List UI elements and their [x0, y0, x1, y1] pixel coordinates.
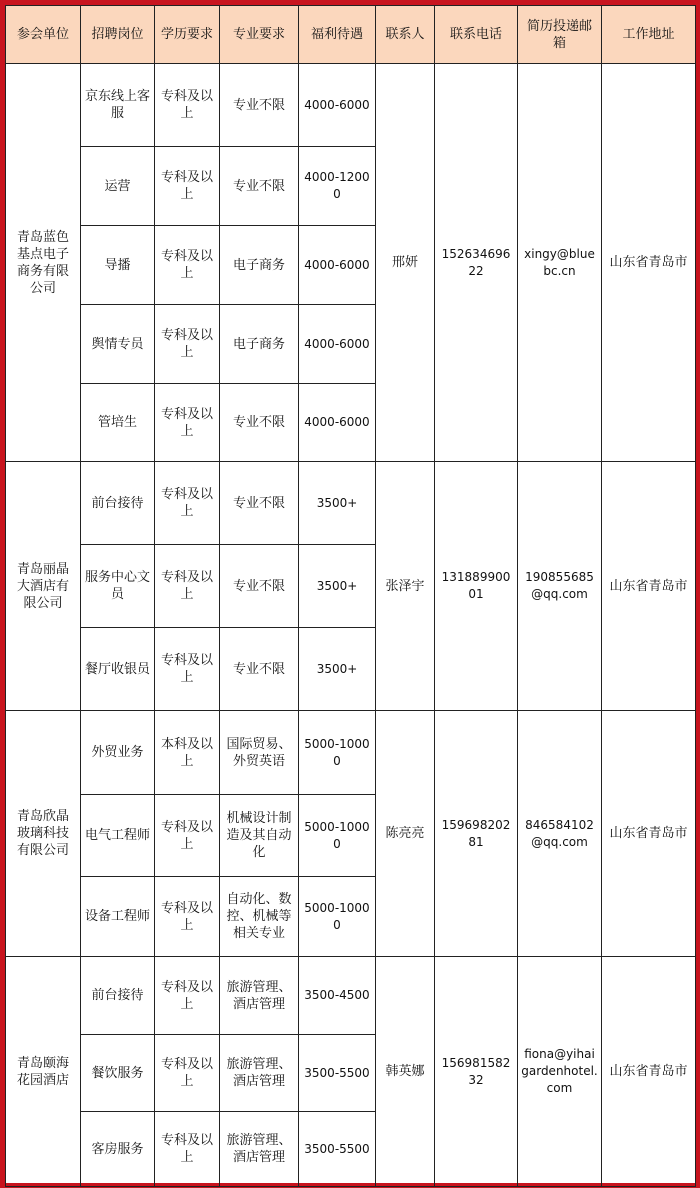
job-salary: 4000-6000: [299, 64, 376, 147]
job-major: 旅游管理、酒店管理: [220, 957, 299, 1035]
job-education: 专科及以上: [155, 957, 220, 1035]
contact-person: 陈亮亮: [376, 711, 435, 957]
job-position: 前台接待: [81, 462, 155, 545]
job-salary: 4000-6000: [299, 226, 376, 305]
job-education: 专科及以上: [155, 795, 220, 877]
work-address: 山东省青岛市: [602, 957, 696, 1187]
job-salary: 4000-6000: [299, 384, 376, 462]
job-salary: 3500+: [299, 628, 376, 711]
job-education: 专科及以上: [155, 628, 220, 711]
company-name: 青岛颐海花园酒店: [6, 957, 81, 1187]
job-major: 国际贸易、外贸英语: [220, 711, 299, 795]
header-row: [6, 6, 696, 64]
contact-person: 邢妍: [376, 64, 435, 462]
job-education: 专科及以上: [155, 462, 220, 545]
job-position: 运营: [81, 147, 155, 226]
work-address: 山东省青岛市: [602, 462, 696, 711]
job-position: 前台接待: [81, 957, 155, 1035]
job-major: 专业不限: [220, 147, 299, 226]
job-education: 专科及以上: [155, 64, 220, 147]
job-major: 旅游管理、酒店管理: [220, 1035, 299, 1112]
contact-email: fiona@yihaigardenhotel.com: [518, 957, 602, 1187]
job-salary: 3500-5500: [299, 1035, 376, 1112]
job-position: 导播: [81, 226, 155, 305]
job-salary: 3500-4500: [299, 957, 376, 1035]
header-company: 参会单位: [6, 6, 81, 64]
job-position: 舆情专员: [81, 305, 155, 384]
job-salary: 4000-6000: [299, 305, 376, 384]
job-salary: 4000-12000: [299, 147, 376, 226]
table-row: [6, 462, 696, 545]
job-education: 本科及以上: [155, 711, 220, 795]
job-salary: 5000-10000: [299, 795, 376, 877]
job-position: 管培生: [81, 384, 155, 462]
recruitment-sheet: [5, 5, 695, 1183]
header-position: 招聘岗位: [81, 6, 155, 64]
job-position: 餐饮服务: [81, 1035, 155, 1112]
work-address: 山东省青岛市: [602, 711, 696, 957]
job-education: 专科及以上: [155, 1035, 220, 1112]
contact-phone: 15969820281: [435, 711, 518, 957]
recruitment-table: [5, 5, 696, 1187]
header-address: 工作地址: [602, 6, 696, 64]
job-salary: 3500+: [299, 545, 376, 628]
contact-email: 190855685@qq.com: [518, 462, 602, 711]
header-contact: 联系人: [376, 6, 435, 64]
contact-email: 846584102@qq.com: [518, 711, 602, 957]
job-salary: 3500-5500: [299, 1112, 376, 1187]
header-salary: 福利待遇: [299, 6, 376, 64]
contact-phone: 15263469622: [435, 64, 518, 462]
contact-phone: 15698158232: [435, 957, 518, 1187]
job-position: 京东线上客服: [81, 64, 155, 147]
header-phone: 联系电话: [435, 6, 518, 64]
job-salary: 5000-10000: [299, 711, 376, 795]
job-salary: 5000-10000: [299, 877, 376, 957]
job-position: 客房服务: [81, 1112, 155, 1187]
job-position: 设备工程师: [81, 877, 155, 957]
company-name: 青岛蓝色基点电子商务有限公司: [6, 64, 81, 462]
job-education: 专科及以上: [155, 877, 220, 957]
contact-person: 张泽宇: [376, 462, 435, 711]
job-education: 专科及以上: [155, 147, 220, 226]
job-major: 专业不限: [220, 628, 299, 711]
job-position: 外贸业务: [81, 711, 155, 795]
company-name: 青岛丽晶大酒店有限公司: [6, 462, 81, 711]
job-major: 专业不限: [220, 462, 299, 545]
contact-person: 韩英娜: [376, 957, 435, 1187]
job-salary: 3500+: [299, 462, 376, 545]
header-major: 专业要求: [220, 6, 299, 64]
contact-email: xingy@bluebc.cn: [518, 64, 602, 462]
job-position: 电气工程师: [81, 795, 155, 877]
job-major: 电子商务: [220, 226, 299, 305]
job-major: 专业不限: [220, 64, 299, 147]
contact-phone: 13188990001: [435, 462, 518, 711]
job-education: 专科及以上: [155, 1112, 220, 1187]
table-row: [6, 711, 696, 795]
job-education: 专科及以上: [155, 384, 220, 462]
job-major: 旅游管理、酒店管理: [220, 1112, 299, 1187]
header-email: 简历投递邮箱: [518, 6, 602, 64]
job-major: 专业不限: [220, 545, 299, 628]
table-row: [6, 64, 696, 147]
company-name: 青岛欣晶玻璃科技有限公司: [6, 711, 81, 957]
table-row: [6, 957, 696, 1035]
header-education: 学历要求: [155, 6, 220, 64]
job-position: 餐厅收银员: [81, 628, 155, 711]
job-education: 专科及以上: [155, 545, 220, 628]
job-major: 自动化、数控、机械等相关专业: [220, 877, 299, 957]
job-education: 专科及以上: [155, 226, 220, 305]
job-major: 机械设计制造及其自动化: [220, 795, 299, 877]
job-position: 服务中心文员: [81, 545, 155, 628]
work-address: 山东省青岛市: [602, 64, 696, 462]
job-major: 专业不限: [220, 384, 299, 462]
job-major: 电子商务: [220, 305, 299, 384]
job-education: 专科及以上: [155, 305, 220, 384]
